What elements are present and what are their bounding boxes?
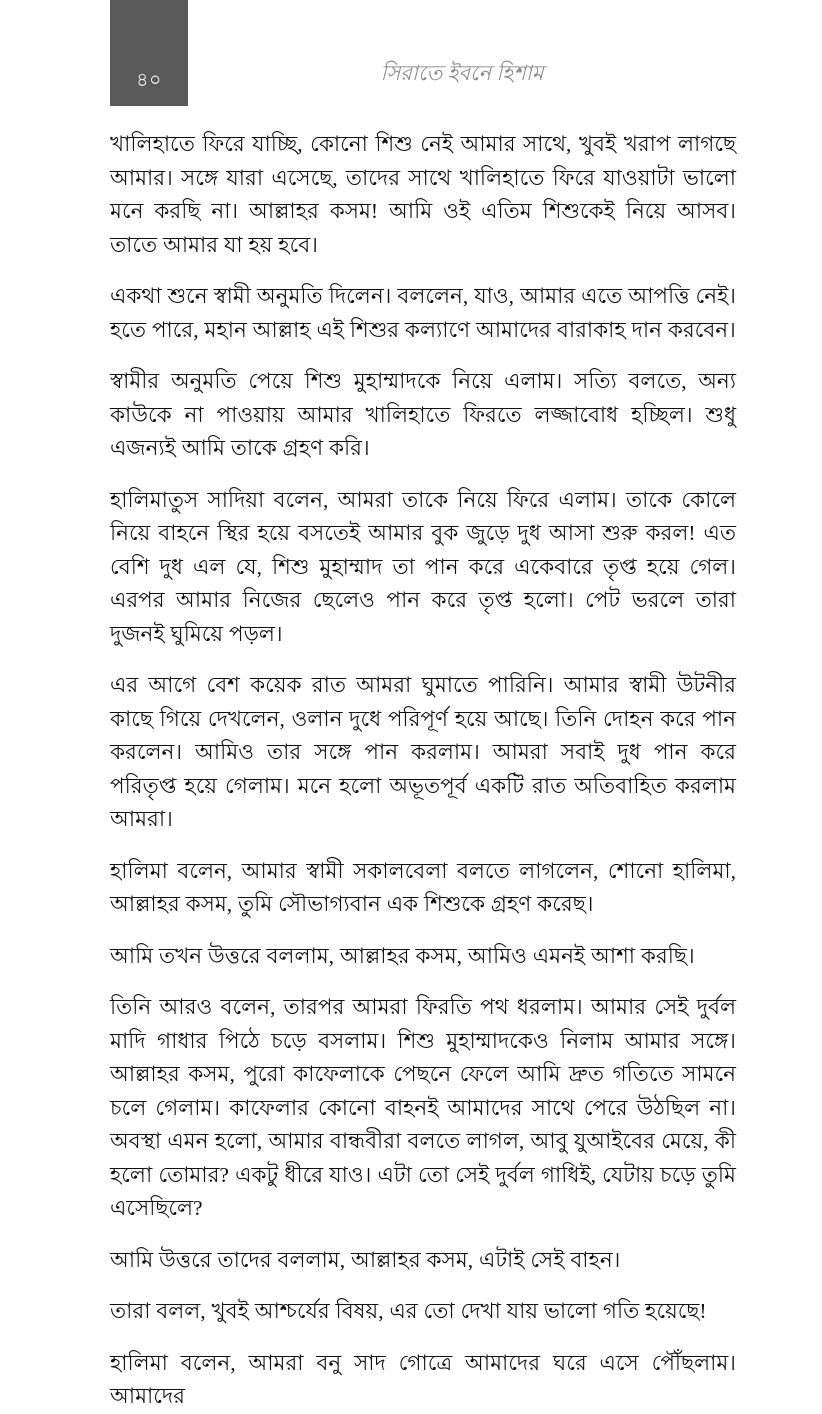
paragraph: তিনি আরও বলেন, তারপর আমরা ফিরতি পথ ধরলাম। আমার সেই দুর্বল মাদি গাধার পিঠে চড়ে বসলাম। শিশু মুহাম্মাদকেও নিলাম আমার সঙ্গে। আল্লাহর কসম, পুরো কাফেলাকে পেছনে ফেলে আমি দ্রুত গতিতে সামনে চলে গেলাম। কাফেলার কোনো বাহনই আমাদের সাথে পেরে উঠছিল না। অবস্থা এমন হলো, আমার বান্ধবীরা বলতে লাগল, আবু যুআইবের মেয়ে, কী হলো তোমার? একটু ধীরে যাও। এটা তো সেই দুর্বল গাধিই, যেটায় চড়ে তুমি এসেছিলে? bbox=[110, 995, 736, 1220]
page-number: ৪০ bbox=[136, 70, 162, 91]
paragraph: তারা বলল, খুবই আশ্চর্যের বিষয়, এর তো দেখা যায় ভালো গতি হয়েছে! bbox=[110, 1299, 707, 1323]
paragraph: হালিমা বলেন, আমার স্বামী সকালবেলা বলতে লাগলেন, শোনো হালিমা, আল্লাহর কসম, তুমি সৌভাগ্যবান এক শিশুকে গ্রহণ করেছ। bbox=[110, 858, 736, 916]
paragraph: একথা শুনে স্বামী অনুমতি দিলেন। বললেন, যাও, আমার এতে আপত্তি নেই। হতে পারে, মহান আল্লাহ এই শিশুর কল্যাণে আমাদের বারাকাহ দান করবেন। bbox=[110, 284, 736, 342]
paragraph: এর আগে বেশ কয়েক রাত আমরা ঘুমাতে পারিনি। আমার স্বামী উটনীর কাছে গিয়ে দেখলেন, ওলান দুধে পরিপূর্ণ হয়ে আছে। তিনি দোহন করে পান করলেন। আমিও তার সঙ্গে পান করলাম। আমরা সবাই দুধ পান করে পরিতৃপ্ত হয়ে গেলাম। মনে হলো অভূতপূর্ব একটি রাত অতিবাহিত করলাম আমরা। bbox=[110, 673, 736, 831]
paragraph: আমি উত্তরে তাদের বললাম, আল্লাহর কসম, এটাই সেই বাহন। bbox=[110, 1247, 621, 1272]
body-text-column bbox=[110, 128, 736, 1414]
folio-box bbox=[110, 0, 188, 106]
paragraph: খালিহাতে ফিরে যাচ্ছি, কোনো শিশু নেই আমার সাথে, খুবই খরাপ লাগছে আমার। সঙ্গে যারা এসেছে, তাদের সাথে খালিহাতে ফিরে যাওয়াটা ভালো মনে করছি না। আল্লাহর কসম! আমি ওই এতিম শিশুকেই নিয়ে আসব। তাতে আমার যা হয় হবে। bbox=[110, 132, 736, 257]
paragraph: স্বামীর অনুমতি পেয়ে শিশু মুহাম্মাদকে নিয়ে এলাম। সত্যি বলতে, অন্য কাউকে না পাওয়ায় আমার খালিহাতে ফিরতে লজ্জাবোধ হচ্ছিল। শুধু এজন্যই আমি তাকে গ্রহণ করি। bbox=[110, 369, 736, 460]
running-title: সিরাতে ইবনে হিশাম bbox=[380, 61, 544, 85]
paragraph: হালিমা বলেন, আমরা বনু সাদ গোত্রে আমাদের ঘরে এসে পৌঁছলাম। আমাদের bbox=[110, 1350, 736, 1408]
running-head bbox=[0, 0, 822, 112]
paragraph: আমি তখন উত্তরে বললাম, আল্লাহর কসম, আমিও এমনই আশা করছি। bbox=[110, 943, 695, 968]
paragraph: হালিমাতুস সাদিয়া বলেন, আমরা তাকে নিয়ে ফিরে এলাম। তাকে কোলে নিয়ে বাহনে স্থির হয়ে বসতেই আমার বুক জুড়ে দুধ আসা শুরু করল! এত বেশি দুধ এল যে, শিশু মুহাম্মাদ তা পান করে একেবারে তৃপ্ত হয়ে গেল। এরপর আমার নিজের ছেলেও পান করে তৃপ্ত হলো। পেট ভরলে তারা দুজনই ঘুমিয়ে পড়ল। bbox=[110, 487, 736, 646]
